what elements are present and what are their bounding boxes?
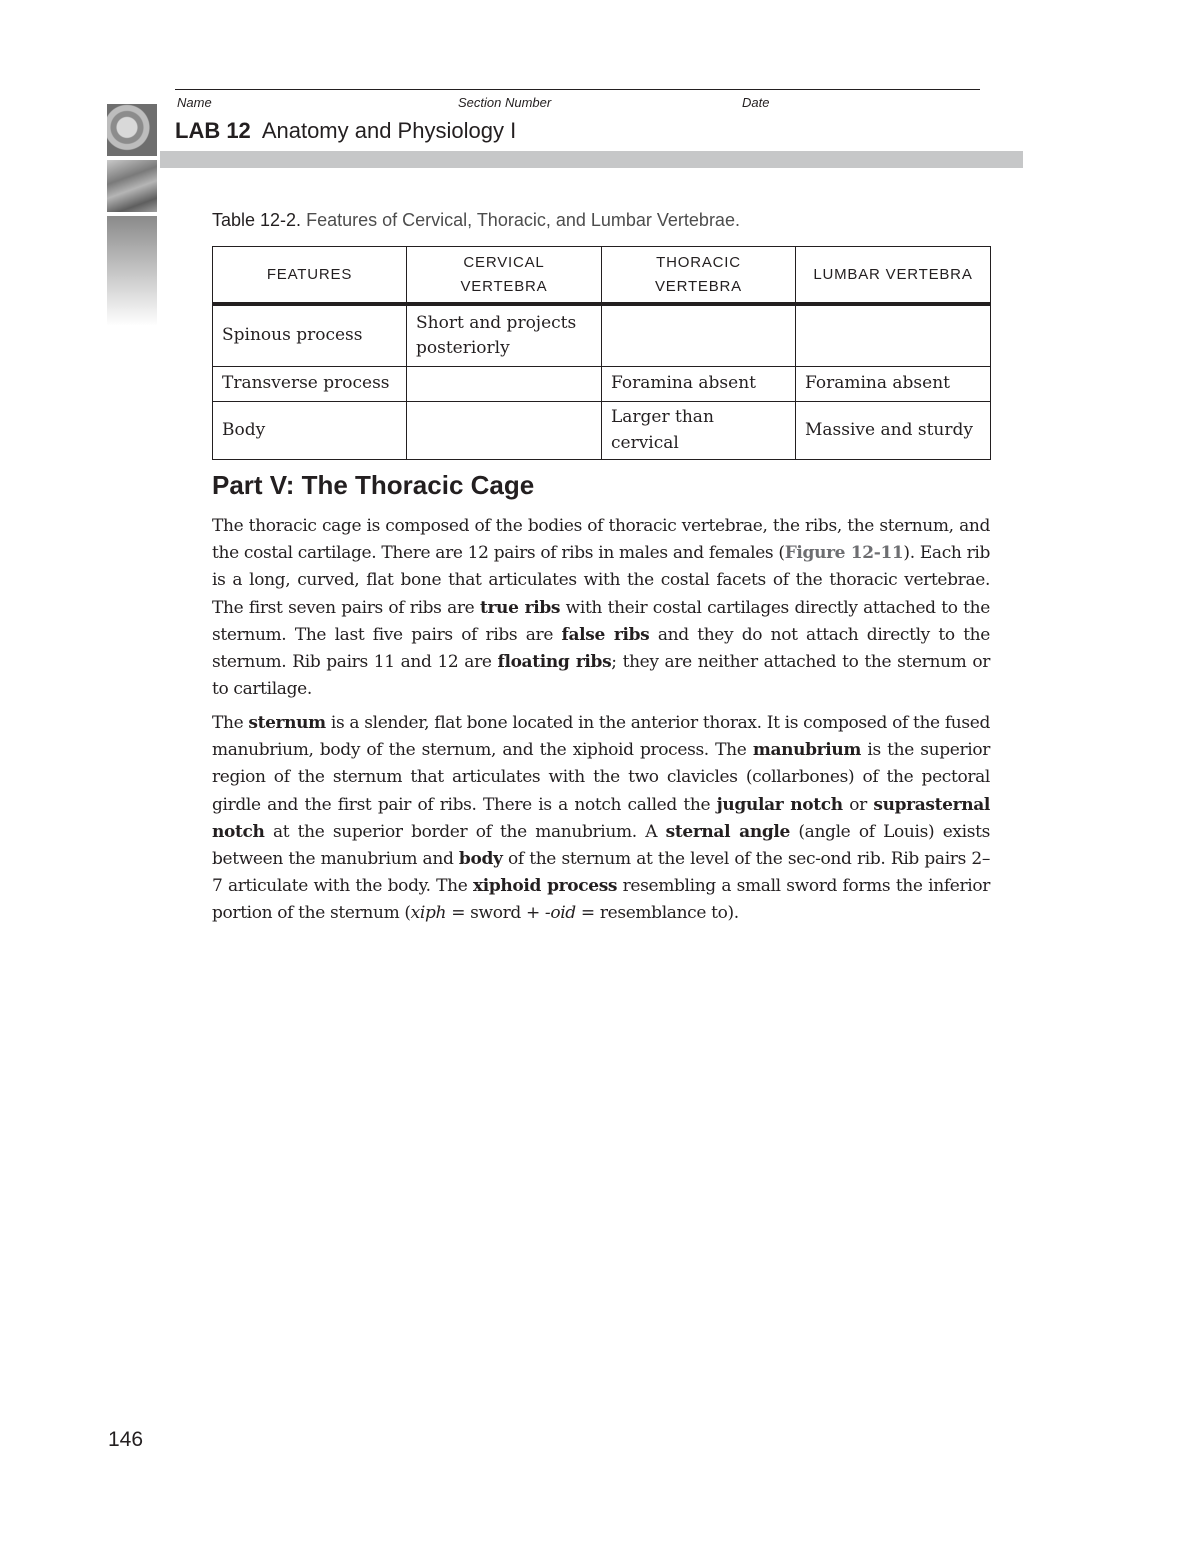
table-caption-text: Features of Cervical, Thoracic, and Lumbar Vertebrae. — [306, 210, 740, 230]
table-header-row — [213, 247, 991, 305]
table-row — [213, 367, 991, 402]
vertebrae-table — [212, 246, 991, 460]
term: sternum — [248, 713, 326, 733]
table-cell: Foramina absent — [796, 367, 991, 402]
section-number-label: Section Number — [458, 95, 552, 110]
table-cell: Larger than cervical — [602, 402, 796, 460]
paragraph-sternum: The sternum is a slender, flat bone located in the anterior thorax. It is composed of the fused manubrium, body of the sternum, and the xiphoid process. The manubrium is the superior region of the sternum that articulates with the two clavicles (collarbones) of the pectoral girdle and the first pair of ribs. There is a notch called the jugular notch or suprasternal notch at the superior border of the manubrium. A sternal angle (angle of Louis) exists between the manubrium and body of the sternum at the level of the sec-ond rib. Rib pairs 2–7 articulate with the body. The xiphoid process resembling a small sword forms the inferior portion of the sternum (xiph = sword + -oid = resemblance to). — [212, 713, 991, 924]
column-header: CERVICAL VERTEBRA — [407, 247, 602, 305]
anatomy-image — [107, 160, 157, 212]
header-band — [160, 151, 1023, 168]
table-cell: Massive and sturdy — [796, 402, 991, 460]
column-header: FEATURES — [213, 247, 407, 305]
table-cell: Transverse process — [213, 367, 407, 402]
table-cell — [407, 402, 602, 460]
header-rule — [175, 89, 980, 90]
term: floating ribs — [497, 652, 612, 673]
column-header: LUMBAR VERTEBRA — [796, 247, 991, 305]
lab-number: LAB 12 — [175, 118, 251, 143]
term: sternal angle — [665, 821, 790, 842]
date-label: Date — [742, 95, 770, 110]
term: false ribs — [561, 624, 650, 645]
lab-title — [175, 118, 516, 144]
table-row — [213, 304, 991, 367]
section-heading: Part V: The Thoracic Cage — [212, 470, 535, 500]
term: -oid — [544, 903, 576, 924]
term: xiph — [410, 903, 447, 924]
table-cell — [602, 304, 796, 367]
lab-subtitle: Anatomy and Physiology I — [261, 118, 517, 143]
column-header: THORACIC VERTEBRA — [602, 247, 796, 305]
table-cell: Body — [213, 402, 407, 460]
term: body — [458, 849, 503, 870]
chapter-thumbnail-strip — [107, 104, 157, 326]
table-cell: Spinous process — [213, 304, 407, 367]
table-cell: Short and projects posteriorly — [407, 304, 602, 367]
paragraph-ribs: The thoracic cage is composed of the bodies of thoracic vertebrae, the ribs, the sternum, and the costal cartilage. There are 12 pairs of ribs in males and females (Figure 12-11). Each rib is a long, curved, flat bone that articulates with the costal facets of the thoracic vertebrae. The first seven pairs of ribs are true ribs with their costal cartilages directly attached to the sternum. The last five pairs of ribs are false ribs and they do not attach directly to the sternum. Rib pairs 11 and 12 are floating ribs; they are neither attached to the sternum or to cartilage. — [212, 516, 990, 700]
term: jugular notch — [716, 794, 843, 815]
page-number: 146 — [108, 1428, 144, 1451]
term: suprasternal notch — [212, 794, 990, 842]
figure-reference-link[interactable]: Figure 12-11 — [784, 543, 904, 564]
table-cell: Foramina absent — [602, 367, 796, 402]
term: true ribs — [479, 597, 561, 618]
table-cell — [407, 367, 602, 402]
table-row — [213, 402, 991, 460]
table-caption-label: Table 12-2. — [212, 210, 302, 230]
table-caption — [212, 210, 740, 231]
term: xiphoid process — [472, 876, 618, 897]
name-label: Name — [177, 95, 212, 110]
table-cell — [796, 304, 991, 367]
brain-image — [107, 104, 157, 156]
gradient-bar — [107, 216, 157, 326]
term: manubrium — [752, 740, 862, 761]
